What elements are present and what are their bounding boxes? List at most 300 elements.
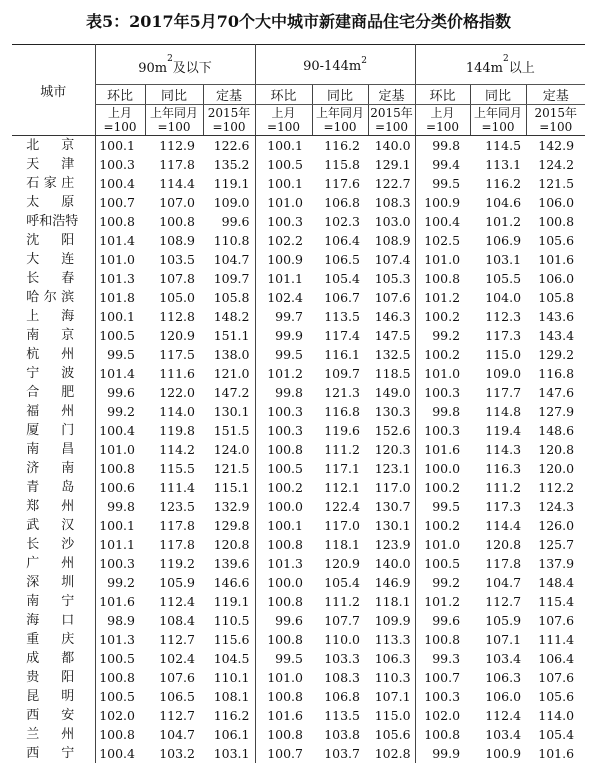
value-cell: 100.1 bbox=[255, 516, 312, 535]
value-cell: 130.1 bbox=[368, 516, 415, 535]
value-cell: 112.4 bbox=[145, 592, 203, 611]
value-cell: 121.5 bbox=[526, 174, 585, 193]
value-cell: 120.0 bbox=[526, 459, 585, 478]
value-cell: 117.3 bbox=[470, 497, 526, 516]
city-cell bbox=[12, 497, 95, 516]
value-cell: 106.1 bbox=[203, 725, 255, 744]
value-cell: 105.4 bbox=[526, 725, 585, 744]
value-cell: 100.7 bbox=[95, 193, 145, 212]
city-cell bbox=[12, 155, 95, 174]
value-cell: 106.4 bbox=[526, 649, 585, 668]
value-cell: 107.6 bbox=[526, 611, 585, 630]
value-cell: 104.7 bbox=[470, 573, 526, 592]
value-cell: 113.1 bbox=[470, 155, 526, 174]
value-cell: 122.4 bbox=[312, 497, 368, 516]
table-row bbox=[12, 269, 585, 288]
value-cell: 106.3 bbox=[368, 649, 415, 668]
value-cell: 100.3 bbox=[255, 212, 312, 231]
value-cell: 151.5 bbox=[203, 421, 255, 440]
table-row bbox=[12, 478, 585, 497]
value-cell: 111.2 bbox=[312, 440, 368, 459]
value-cell: 146.9 bbox=[368, 573, 415, 592]
base-line-2: =100 bbox=[416, 120, 470, 134]
base-period-last-month bbox=[255, 105, 312, 136]
city-cell bbox=[12, 668, 95, 687]
value-cell: 111.6 bbox=[145, 364, 203, 383]
table-row bbox=[12, 250, 585, 269]
city-name: 南宁 bbox=[26, 593, 74, 611]
value-cell: 113.5 bbox=[312, 706, 368, 725]
value-cell: 105.8 bbox=[526, 288, 585, 307]
value-cell: 100.1 bbox=[95, 136, 145, 156]
value-cell: 103.5 bbox=[145, 250, 203, 269]
base-line-2: =100 bbox=[527, 120, 586, 134]
value-cell: 111.4 bbox=[526, 630, 585, 649]
value-cell: 100.9 bbox=[255, 250, 312, 269]
value-cell: 102.0 bbox=[415, 706, 470, 725]
base-line-2: =100 bbox=[96, 120, 145, 134]
table-row bbox=[12, 326, 585, 345]
value-cell: 99.5 bbox=[415, 174, 470, 193]
city-cell bbox=[12, 212, 95, 231]
value-cell: 101.2 bbox=[255, 364, 312, 383]
value-cell: 120.3 bbox=[368, 440, 415, 459]
group-label-post: 及以下 bbox=[173, 61, 212, 76]
value-cell: 116.2 bbox=[312, 136, 368, 156]
value-cell: 149.0 bbox=[368, 383, 415, 402]
value-cell: 122.0 bbox=[145, 383, 203, 402]
value-cell: 100.7 bbox=[415, 668, 470, 687]
value-cell: 103.8 bbox=[312, 725, 368, 744]
value-cell: 103.2 bbox=[145, 744, 203, 763]
value-cell: 101.4 bbox=[95, 231, 145, 250]
table-row bbox=[12, 402, 585, 421]
city-name: 杭州 bbox=[26, 346, 74, 364]
value-cell: 100.5 bbox=[255, 459, 312, 478]
value-cell: 102.8 bbox=[368, 744, 415, 763]
value-cell: 114.4 bbox=[145, 174, 203, 193]
table-row bbox=[12, 383, 585, 402]
value-cell: 103.4 bbox=[470, 725, 526, 744]
value-cell: 99.3 bbox=[415, 649, 470, 668]
table-row bbox=[12, 459, 585, 478]
city-name: 石家庄 bbox=[26, 175, 74, 193]
value-cell: 132.5 bbox=[368, 345, 415, 364]
value-cell: 108.3 bbox=[368, 193, 415, 212]
value-cell: 101.6 bbox=[526, 744, 585, 763]
city-name: 合肥 bbox=[26, 384, 74, 402]
value-cell: 148.6 bbox=[526, 421, 585, 440]
base-period-same-month-last-year bbox=[145, 105, 203, 136]
value-cell: 100.5 bbox=[255, 155, 312, 174]
value-cell: 105.5 bbox=[470, 269, 526, 288]
table-row bbox=[12, 725, 585, 744]
value-cell: 102.2 bbox=[255, 231, 312, 250]
group-label-pre: 90-144m bbox=[303, 59, 361, 74]
value-cell: 107.4 bbox=[368, 250, 415, 269]
table-row bbox=[12, 687, 585, 706]
value-cell: 100.8 bbox=[255, 592, 312, 611]
value-cell: 101.6 bbox=[255, 706, 312, 725]
value-cell: 115.5 bbox=[145, 459, 203, 478]
value-cell: 100.8 bbox=[145, 212, 203, 231]
value-cell: 100.4 bbox=[95, 421, 145, 440]
city-cell bbox=[12, 421, 95, 440]
table-row bbox=[12, 364, 585, 383]
group-label-sup: 2 bbox=[503, 54, 509, 64]
value-cell: 100.2 bbox=[415, 307, 470, 326]
value-cell: 105.3 bbox=[368, 269, 415, 288]
value-cell: 118.1 bbox=[312, 535, 368, 554]
table-row bbox=[12, 706, 585, 725]
value-cell: 108.9 bbox=[368, 231, 415, 250]
value-cell: 105.9 bbox=[145, 573, 203, 592]
value-cell: 100.1 bbox=[255, 174, 312, 193]
value-cell: 112.7 bbox=[145, 706, 203, 725]
value-cell: 102.4 bbox=[255, 288, 312, 307]
city-name: 武汉 bbox=[26, 517, 74, 535]
city-name: 西宁 bbox=[26, 745, 74, 763]
value-cell: 109.7 bbox=[203, 269, 255, 288]
value-cell: 100.8 bbox=[95, 668, 145, 687]
base-period-2015 bbox=[203, 105, 255, 136]
value-cell: 110.5 bbox=[203, 611, 255, 630]
table-row bbox=[12, 345, 585, 364]
value-cell: 123.9 bbox=[368, 535, 415, 554]
value-cell: 106.9 bbox=[470, 231, 526, 250]
value-cell: 129.8 bbox=[203, 516, 255, 535]
value-cell: 109.0 bbox=[203, 193, 255, 212]
city-cell bbox=[12, 174, 95, 193]
city-cell bbox=[12, 440, 95, 459]
value-cell: 100.4 bbox=[415, 212, 470, 231]
table-row bbox=[12, 440, 585, 459]
value-cell: 114.0 bbox=[145, 402, 203, 421]
value-cell: 146.3 bbox=[368, 307, 415, 326]
value-cell: 103.1 bbox=[203, 744, 255, 763]
value-cell: 111.2 bbox=[312, 592, 368, 611]
table-row bbox=[12, 155, 585, 174]
value-cell: 99.8 bbox=[95, 497, 145, 516]
value-cell: 152.6 bbox=[368, 421, 415, 440]
value-cell: 105.9 bbox=[470, 611, 526, 630]
value-cell: 130.3 bbox=[368, 402, 415, 421]
value-cell: 117.8 bbox=[145, 155, 203, 174]
city-column-header bbox=[12, 45, 95, 136]
value-cell: 117.0 bbox=[368, 478, 415, 497]
value-cell: 112.9 bbox=[145, 136, 203, 156]
value-cell: 109.0 bbox=[470, 364, 526, 383]
value-cell: 119.2 bbox=[145, 554, 203, 573]
value-cell: 106.5 bbox=[145, 687, 203, 706]
value-cell: 101.8 bbox=[95, 288, 145, 307]
value-cell: 107.0 bbox=[145, 193, 203, 212]
value-cell: 101.6 bbox=[415, 440, 470, 459]
city-cell bbox=[12, 611, 95, 630]
value-cell: 100.8 bbox=[526, 212, 585, 231]
value-cell: 112.7 bbox=[145, 630, 203, 649]
value-cell: 104.0 bbox=[470, 288, 526, 307]
value-cell: 140.0 bbox=[368, 554, 415, 573]
value-cell: 117.8 bbox=[145, 516, 203, 535]
value-cell: 99.5 bbox=[255, 649, 312, 668]
value-cell: 113.3 bbox=[368, 630, 415, 649]
city-name: 兰州 bbox=[26, 726, 74, 744]
value-cell: 99.6 bbox=[203, 212, 255, 231]
value-cell: 116.8 bbox=[526, 364, 585, 383]
base-line-2: =100 bbox=[369, 120, 415, 134]
city-cell bbox=[12, 459, 95, 478]
value-cell: 121.0 bbox=[203, 364, 255, 383]
value-cell: 135.2 bbox=[203, 155, 255, 174]
base-line-2: =100 bbox=[146, 120, 203, 134]
city-name: 海口 bbox=[26, 612, 74, 630]
value-cell: 105.4 bbox=[312, 573, 368, 592]
city-cell bbox=[12, 725, 95, 744]
value-cell: 105.6 bbox=[368, 725, 415, 744]
value-cell: 120.9 bbox=[145, 326, 203, 345]
value-cell: 126.0 bbox=[526, 516, 585, 535]
value-cell: 119.6 bbox=[312, 421, 368, 440]
table-row bbox=[12, 535, 585, 554]
value-cell: 116.1 bbox=[312, 345, 368, 364]
value-cell: 101.3 bbox=[255, 554, 312, 573]
value-cell: 113.5 bbox=[312, 307, 368, 326]
value-cell: 120.8 bbox=[526, 440, 585, 459]
base-line-1: 上年同月 bbox=[146, 106, 203, 120]
value-cell: 100.9 bbox=[470, 744, 526, 763]
group-label-post: 以上 bbox=[509, 61, 535, 76]
value-cell: 100.3 bbox=[415, 421, 470, 440]
value-cell: 101.2 bbox=[415, 288, 470, 307]
value-cell: 121.5 bbox=[203, 459, 255, 478]
value-cell: 120.8 bbox=[470, 535, 526, 554]
value-cell: 101.0 bbox=[95, 440, 145, 459]
table-row bbox=[12, 136, 585, 156]
value-cell: 106.3 bbox=[470, 668, 526, 687]
base-period-last-month bbox=[415, 105, 470, 136]
city-name: 深圳 bbox=[26, 574, 74, 592]
value-cell: 118.5 bbox=[368, 364, 415, 383]
value-cell: 124.3 bbox=[526, 497, 585, 516]
value-cell: 101.2 bbox=[470, 212, 526, 231]
value-cell: 119.1 bbox=[203, 174, 255, 193]
value-cell: 102.4 bbox=[145, 649, 203, 668]
city-cell bbox=[12, 592, 95, 611]
base-line-1: 2015年 bbox=[369, 106, 415, 120]
city-cell bbox=[12, 383, 95, 402]
value-cell: 99.8 bbox=[255, 383, 312, 402]
value-cell: 99.2 bbox=[415, 326, 470, 345]
city-column-header-label: 城市 bbox=[40, 85, 66, 100]
value-cell: 106.0 bbox=[470, 687, 526, 706]
value-cell: 112.3 bbox=[470, 307, 526, 326]
value-cell: 101.1 bbox=[255, 269, 312, 288]
value-cell: 114.0 bbox=[526, 706, 585, 725]
value-cell: 101.0 bbox=[95, 250, 145, 269]
value-cell: 100.8 bbox=[415, 725, 470, 744]
value-cell: 100.3 bbox=[415, 687, 470, 706]
city-cell bbox=[12, 573, 95, 592]
value-cell: 99.2 bbox=[95, 402, 145, 421]
city-name: 昆明 bbox=[26, 688, 74, 706]
city-name: 天津 bbox=[26, 156, 74, 174]
value-cell: 124.0 bbox=[203, 440, 255, 459]
value-cell: 112.7 bbox=[470, 592, 526, 611]
value-cell: 130.1 bbox=[203, 402, 255, 421]
base-line-2: =100 bbox=[204, 120, 255, 134]
table-row bbox=[12, 668, 585, 687]
value-cell: 99.9 bbox=[415, 744, 470, 763]
price-index-table bbox=[12, 44, 585, 763]
value-cell: 104.5 bbox=[203, 649, 255, 668]
table-header bbox=[12, 45, 585, 136]
city-name: 南昌 bbox=[26, 441, 74, 459]
value-cell: 101.0 bbox=[415, 250, 470, 269]
value-cell: 99.6 bbox=[255, 611, 312, 630]
subheader-year-on-year: 同比 bbox=[145, 85, 203, 105]
city-name: 沈阳 bbox=[26, 232, 74, 250]
value-cell: 148.2 bbox=[203, 307, 255, 326]
city-name: 宁波 bbox=[26, 365, 74, 383]
subheader-month-on-month: 环比 bbox=[415, 85, 470, 105]
value-cell: 121.3 bbox=[312, 383, 368, 402]
city-cell bbox=[12, 364, 95, 383]
value-cell: 100.3 bbox=[95, 155, 145, 174]
value-cell: 147.5 bbox=[368, 326, 415, 345]
value-cell: 101.6 bbox=[95, 592, 145, 611]
table-row bbox=[12, 421, 585, 440]
group-label-sup: 2 bbox=[167, 54, 173, 64]
value-cell: 107.6 bbox=[368, 288, 415, 307]
value-cell: 100.3 bbox=[255, 402, 312, 421]
city-name: 厦门 bbox=[26, 422, 74, 440]
value-cell: 99.6 bbox=[415, 611, 470, 630]
value-cell: 100.8 bbox=[255, 687, 312, 706]
subheader-fixed-base: 定基 bbox=[203, 85, 255, 105]
value-cell: 117.5 bbox=[145, 345, 203, 364]
value-cell: 99.8 bbox=[415, 136, 470, 156]
base-line-1: 上月 bbox=[96, 106, 145, 120]
city-cell bbox=[12, 744, 95, 763]
base-period-2015 bbox=[368, 105, 415, 136]
value-cell: 100.0 bbox=[255, 573, 312, 592]
base-period-same-month-last-year bbox=[470, 105, 526, 136]
value-cell: 138.0 bbox=[203, 345, 255, 364]
value-cell: 124.2 bbox=[526, 155, 585, 174]
value-cell: 101.0 bbox=[255, 668, 312, 687]
value-cell: 117.8 bbox=[470, 554, 526, 573]
value-cell: 100.1 bbox=[255, 136, 312, 156]
value-cell: 100.1 bbox=[95, 307, 145, 326]
value-cell: 122.7 bbox=[368, 174, 415, 193]
table-row bbox=[12, 630, 585, 649]
value-cell: 100.7 bbox=[255, 744, 312, 763]
header-row-index-types bbox=[12, 85, 585, 105]
value-cell: 119.4 bbox=[470, 421, 526, 440]
value-cell: 100.8 bbox=[255, 440, 312, 459]
city-name: 济南 bbox=[26, 460, 74, 478]
value-cell: 108.9 bbox=[145, 231, 203, 250]
value-cell: 114.3 bbox=[470, 440, 526, 459]
value-cell: 100.5 bbox=[95, 326, 145, 345]
value-cell: 119.1 bbox=[203, 592, 255, 611]
value-cell: 103.1 bbox=[470, 250, 526, 269]
value-cell: 117.4 bbox=[312, 326, 368, 345]
value-cell: 100.5 bbox=[95, 649, 145, 668]
value-cell: 115.0 bbox=[368, 706, 415, 725]
value-cell: 107.7 bbox=[312, 611, 368, 630]
value-cell: 105.6 bbox=[526, 687, 585, 706]
value-cell: 100.2 bbox=[255, 478, 312, 497]
value-cell: 148.4 bbox=[526, 573, 585, 592]
value-cell: 108.3 bbox=[312, 668, 368, 687]
value-cell: 108.1 bbox=[203, 687, 255, 706]
value-cell: 123.5 bbox=[145, 497, 203, 516]
value-cell: 117.1 bbox=[312, 459, 368, 478]
city-cell bbox=[12, 326, 95, 345]
table-body bbox=[12, 136, 585, 763]
value-cell: 100.4 bbox=[95, 744, 145, 763]
value-cell: 100.8 bbox=[255, 535, 312, 554]
value-cell: 107.6 bbox=[145, 668, 203, 687]
table-row bbox=[12, 516, 585, 535]
city-cell bbox=[12, 250, 95, 269]
table-row bbox=[12, 497, 585, 516]
value-cell: 106.0 bbox=[526, 269, 585, 288]
base-line-2: =100 bbox=[256, 120, 312, 134]
value-cell: 111.2 bbox=[470, 478, 526, 497]
value-cell: 101.3 bbox=[95, 630, 145, 649]
table-row bbox=[12, 592, 585, 611]
city-name: 青岛 bbox=[26, 479, 74, 497]
value-cell: 146.6 bbox=[203, 573, 255, 592]
value-cell: 120.8 bbox=[203, 535, 255, 554]
value-cell: 114.4 bbox=[470, 516, 526, 535]
value-cell: 100.3 bbox=[415, 383, 470, 402]
value-cell: 100.1 bbox=[95, 516, 145, 535]
value-cell: 107.6 bbox=[526, 668, 585, 687]
city-cell bbox=[12, 630, 95, 649]
value-cell: 103.0 bbox=[368, 212, 415, 231]
value-cell: 100.0 bbox=[415, 459, 470, 478]
value-cell: 112.8 bbox=[145, 307, 203, 326]
value-cell: 99.5 bbox=[415, 497, 470, 516]
value-cell: 115.4 bbox=[526, 592, 585, 611]
table-row bbox=[12, 307, 585, 326]
value-cell: 101.6 bbox=[526, 250, 585, 269]
value-cell: 116.2 bbox=[470, 174, 526, 193]
table-row bbox=[12, 611, 585, 630]
value-cell: 122.6 bbox=[203, 136, 255, 156]
value-cell: 109.9 bbox=[368, 611, 415, 630]
value-cell: 105.6 bbox=[526, 231, 585, 250]
value-cell: 99.8 bbox=[415, 402, 470, 421]
value-cell: 151.1 bbox=[203, 326, 255, 345]
value-cell: 101.2 bbox=[415, 592, 470, 611]
value-cell: 120.9 bbox=[312, 554, 368, 573]
value-cell: 99.2 bbox=[95, 573, 145, 592]
page-title: 表5：2017年5月70个大中城市新建商品住宅分类价格指数 bbox=[0, 9, 597, 35]
value-cell: 100.4 bbox=[95, 174, 145, 193]
table-row bbox=[12, 174, 585, 193]
value-cell: 103.4 bbox=[470, 649, 526, 668]
value-cell: 117.6 bbox=[312, 174, 368, 193]
city-name: 太原 bbox=[26, 194, 74, 212]
value-cell: 100.3 bbox=[255, 421, 312, 440]
value-cell: 118.1 bbox=[368, 592, 415, 611]
value-cell: 143.6 bbox=[526, 307, 585, 326]
